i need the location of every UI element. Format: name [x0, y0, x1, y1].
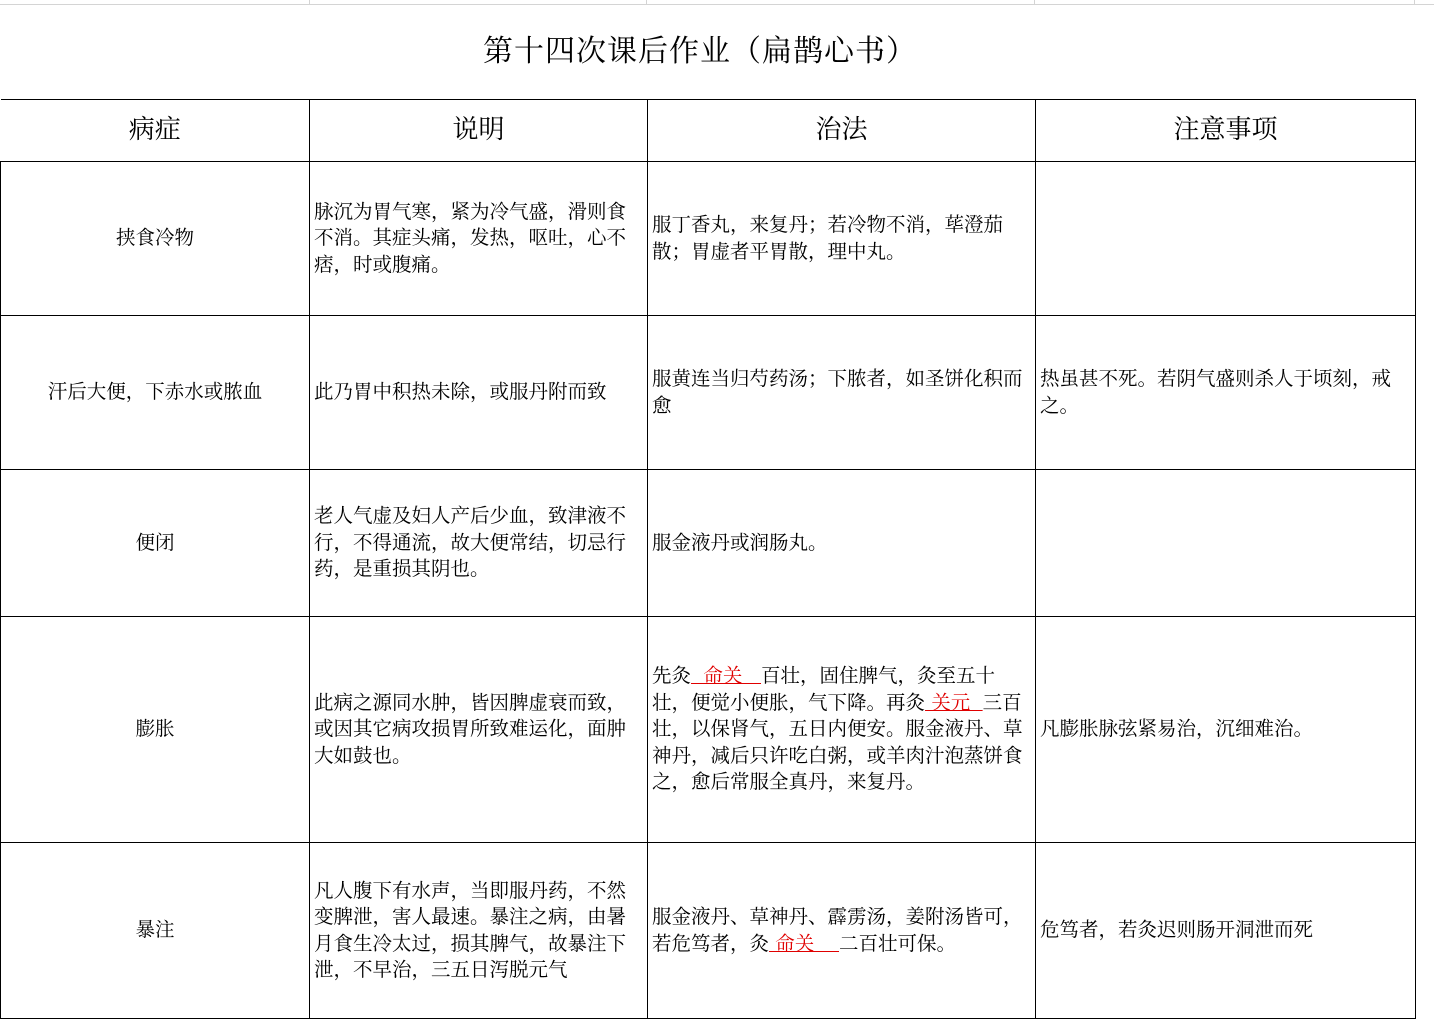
notes-cell[interactable]: 热虽甚不死。若阴气盛则杀人于顷刻，戒之。: [1036, 316, 1416, 470]
explanation-cell[interactable]: 此乃胃中积热未除，或服丹附而致: [310, 316, 648, 470]
table-row: [1, 617, 1416, 843]
header-cell-explanation[interactable]: 说明: [310, 100, 648, 162]
spreadsheet-gridlines: [0, 0, 1434, 5]
treatment-text: 先灸: [652, 664, 692, 688]
treatment-cell[interactable]: [648, 617, 1036, 843]
treatment-cell[interactable]: [648, 162, 1036, 316]
header-cell-disease[interactable]: 病症: [1, 100, 310, 162]
acupoint-mingguan: 命关: [691, 664, 762, 688]
header-cell-notes[interactable]: 注意事项: [1036, 100, 1416, 162]
treatment-text: 服丁香丸，来复丹；若冷物不消，荜澄茄散；胃虚者平胃散，理中丸。: [652, 213, 1004, 263]
explanation-cell[interactable]: 老人气虚及妇人产后少血，致津液不行，不得通流，故大便常结，切忌行药，是重损其阴也。: [310, 470, 648, 617]
notes-cell[interactable]: 凡膨胀脉弦紧易治，沉细难治。: [1036, 617, 1416, 843]
table-row: [1, 162, 1416, 316]
explanation-cell[interactable]: 脉沉为胃气寒，紧为冷气盛，滑则食不消。其症头痛，发热，呕吐，心不痞，时或腹痛。: [310, 162, 648, 316]
treatment-text: 服黄连当归芍药汤；下脓者，如圣饼化积而愈: [652, 367, 1023, 417]
disease-cell[interactable]: 膨胀: [1, 617, 310, 843]
disease-cell[interactable]: 暴注: [1, 843, 310, 1019]
table-row: [1, 470, 1416, 617]
table-row: [1, 843, 1416, 1019]
disease-cell[interactable]: 汗后大便，下赤水或脓血: [1, 316, 310, 470]
treatment-text: 服金液丹或润肠丸。: [652, 530, 828, 554]
notes-cell[interactable]: 危笃者，若灸迟则肠开洞泄而死: [1036, 843, 1416, 1019]
notes-cell[interactable]: [1036, 470, 1416, 617]
treatment-cell[interactable]: [648, 316, 1036, 470]
treatment-text: 百壮，固住脾气，灸至五十壮，便觉小便胀，气下降。再灸: [652, 664, 996, 714]
acupoint-mingguan: 命关: [769, 931, 840, 955]
explanation-cell[interactable]: 凡人腹下有水声，当即服丹药，不然变脾泄，害人最速。暴注之病，由暑月食生冷太过，损其脾气，故暴注下泄，不早治，三五日泻脱元气: [310, 843, 648, 1019]
disease-cell[interactable]: 挟食冷物: [1, 162, 310, 316]
header-row: [1, 100, 1416, 162]
treatment-cell[interactable]: [648, 843, 1036, 1019]
explanation-cell[interactable]: 此病之源同水肿，皆因脾虚衰而致，或因其它病攻损胃所致难运化，面肿大如鼓也。: [310, 617, 648, 843]
notes-cell[interactable]: [1036, 162, 1416, 316]
disease-cell[interactable]: 便闭: [1, 470, 310, 617]
treatment-text: 服金液丹、草神丹、霹雳汤，姜附汤皆可，若危笃者，灸: [652, 905, 1023, 955]
table-row: [1, 316, 1416, 470]
treatment-text: 三百壮，以保肾气，五日内便安。服金液丹、草神丹，减后只许吃白粥，或羊肉汁泡蒸饼食之，愈后常服全真丹，来复丹。: [652, 690, 1023, 794]
treatment-text: 二百壮可保。: [839, 931, 957, 955]
treatment-cell[interactable]: [648, 470, 1036, 617]
acupoint-guanyuan: 关元: [925, 690, 983, 714]
homework-table: [0, 99, 1416, 1019]
header-cell-treatment[interactable]: 治法: [648, 100, 1036, 162]
page-title: 第十四次课后作业（扁鹊心书）: [483, 34, 917, 69]
